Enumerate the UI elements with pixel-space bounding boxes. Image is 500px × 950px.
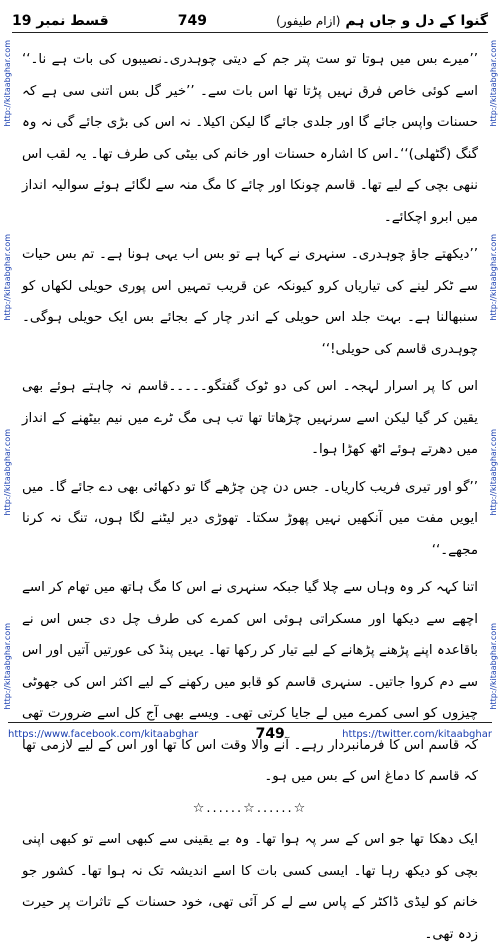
header-page-number: 749 xyxy=(177,13,208,29)
episode-label: قسط نمبر 19 xyxy=(12,13,109,29)
novel-title-text: گنوا کے دل و جاں ہم xyxy=(345,13,488,29)
side-url[interactable]: http://kitaabghar.com xyxy=(2,428,12,516)
right-watermark-column xyxy=(486,40,500,710)
paragraph: اس کا پر اسرار لہجہ۔ اس کی دو ٹوک گفتگو۔۔۔۔۔قاسم نہ چاہتے ہوئے بھی یقین کر گیا لیکن اسے سرنہیں چڑھاتا تھا تب ہی مگ ٹرے میں نیم بیٹھنے کے انداز میں دھرتے ہوئے اٹھ کھڑا ہوا۔ xyxy=(22,379,478,457)
footer-page-number: 749 xyxy=(255,726,285,742)
side-url[interactable]: http://kitaabghar.com xyxy=(488,428,498,516)
page-header xyxy=(12,10,488,33)
paragraph: ’’گو اور تیری فریب کاریاں۔ جس دن چن چڑھے گا تو دکھائی بھی دے جائے گا۔ میں ایویں مفت میں آنکھیں نہیں پھوڑ سکتا۔ تھوڑی دیر لیٹنے لگا ہوں، تنگ نہ کرنا مجھے۔‘‘ xyxy=(22,479,478,558)
author-name: (ازام طیفور) xyxy=(276,14,341,28)
twitter-link[interactable]: https://twitter.com/kitaabghar xyxy=(342,728,492,740)
facebook-link[interactable]: https://www.facebook.com/kitaabghar xyxy=(8,728,199,740)
paragraph: ’’دیکھتے جاؤ چوہدری۔ سنہری نے کہا ہے تو بس اب یہی ہونا ہے۔ تم بس حیات سے ٹکر لینے کی تیاریاں کرو کیونکہ عن قریب تمہیں اس پوری حویلی لکھاں کو سنبھالنا ہے۔ بہت جلد اس حویلی کے اندر چار کے بجائے بس ایک حویلی ہوگی۔ چوہدری قاسم کی حویلی!‘‘ xyxy=(22,247,478,357)
side-url[interactable]: http://kitaabghar.com xyxy=(2,234,12,322)
paragraph: اتنا کہہ کر وہ وہاں سے چلا گیا جبکہ سنہری نے اس کا مگ ہاتھ میں تھام کر اسے اچھے سے دیکھا اور مسکراتی ہوئی اس کمرے کی طرف چل دی جس اس نے باقاعدہ اپنے پڑھنے پڑھانے کے لیے تیار کر رکھا تھا۔ یہیں پنڈ کی عورتیں آتیں اور اس سے دم کروا جاتیں۔ سنہری قاسم کو قابو میں رکھنے کے لیے اکثر اس کی جھوٹی چیزوں کو اسی کمرے میں لے جایا کرتی تھی۔ ویسے بھی آج کل اسے ضرورت تھی کہ قاسم اس کا فرمانبردار رہے۔ آنے والا وقت اس کا تھا اور اس کے لیے لازمی تھا کہ قاسم کا دماغ اس کے بس میں ہو۔ xyxy=(22,580,478,784)
side-url[interactable]: http://kitaabghar.com xyxy=(488,623,498,710)
paragraph: ایک دھکا تھا جو اس کے سر پہ ہوا تھا۔ وہ بے یقینی سے کبھی اسے تو کبھی اپنی بچی کو دیکھ رہا تھا۔ ایسی کسی بات کا اسے اندیشہ تک نہ ہوا تھا۔ کشور جو خانم کو لیڈی ڈاکٹر کے پاس سے لے کر آئی تھی، خود حسنات کے تاثرات پر حیرت زدہ تھی۔ xyxy=(22,832,478,942)
side-url[interactable]: http://kitaabghar.com xyxy=(488,234,498,322)
side-url[interactable]: http://kitaabghar.com xyxy=(488,40,498,127)
section-divider: ☆......☆......☆ xyxy=(192,800,308,816)
novel-title xyxy=(276,13,488,29)
paragraph: ’’میرے بس میں ہوتا تو ست پتر جم کے دیتی چوہدری۔نصیبوں کی بات ہے نا۔‘‘ اسے کوئی خاص فرق نہیں پڑتا تھا اس بات سے۔ ’’خیر گل بس اتنی سی ہے کہ حسنات واپس جائے گا اور جلدی جائے گا لیکن اکیلا۔ نہ اس کی بڑی جائے گی نہ وہ گنگ (گٹھلی)‘‘۔اس کا اشارہ حسنات اور خانم کی بیٹی کی طرف تھا۔ یہ لقب اس ننھی بچی کے لیے تھا۔ قاسم چونکا اور چائے کا مگ منہ سے لگائے ہوئے سوالیہ انداز میں ابرو اچکائے۔ xyxy=(22,52,478,225)
side-url[interactable]: http://kitaabghar.com xyxy=(2,623,12,710)
page-footer xyxy=(8,722,492,745)
side-url[interactable]: http://kitaabghar.com xyxy=(2,40,12,127)
left-watermark-column xyxy=(0,40,14,710)
